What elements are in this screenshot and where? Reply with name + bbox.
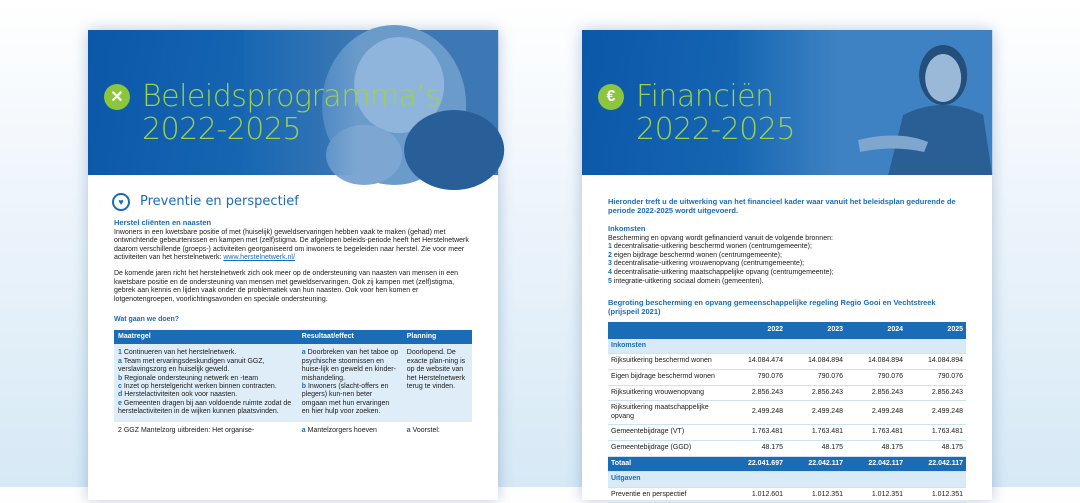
title-line-1: Beleidsprogramma’s [142,79,441,114]
item-text: Gemeenten dragen bij aan voldoende ruimte zodat de herstelactiviteiten in de wijken kunnen plaatsvinden. [118,399,292,416]
item-marker: 4 [608,268,612,276]
page-financien [582,30,992,500]
section-row [608,472,966,488]
item-text: Inwoners (slacht-offers en plegers) kun-nen beter omgaan met hun ervaringen en hier hulp voor zoeken. [301,382,390,416]
cell-value: 790.076 [906,369,966,385]
row-label: Gemeentebijdrage (GGD) [608,440,726,456]
item-marker: 2 [608,251,612,259]
list-item [608,278,966,287]
cell-value: 14.084.894 [906,354,966,370]
header-maatregel: Maatregel [114,330,298,344]
item-text: Doorbreken van het taboe op psychische stoornissen en huise-lijk en geweld en kinder-mishandeling. [301,349,399,382]
measures-table [114,330,472,440]
cell-value: 2.856.243 [846,385,906,401]
table-row [608,487,966,503]
item-marker: a [406,426,411,434]
item-marker: b [301,382,307,390]
page-title [636,80,795,146]
row-label: Preventie en perspectief [608,487,726,503]
income-intro: Bescherming en opvang wordt gefinancierd vanuit de volgende bronnen: [608,234,833,242]
cell-value: 2.499.248 [846,401,906,425]
title-line-2: 2022-2025 [142,112,302,147]
item-marker: 5 [608,277,612,285]
intro-paragraph: Hieronder treft u de uitwerking van het financieel kader waar vanuit het beleidsplan gedurende de periode 2022-2025 wordt uitgevoerd. [608,197,956,215]
cell-value: 1.012.601 [726,487,786,503]
cell-maatregel [114,344,298,421]
heart-icon: ♥ [112,193,130,211]
cell-value: 2.856.243 [906,385,966,401]
cell-value: 1.763.481 [726,425,786,441]
item-text: Voorstel: [410,426,440,434]
cell-value: 1.763.481 [786,425,846,441]
cell-value: 1.012.351 [906,487,966,503]
item-text: decentralisatie-uitkering vrouwenopvang (centrumgemeente); [611,260,805,268]
cell-value: 48.175 [726,440,786,456]
table-row [608,369,966,385]
item-text: decentralisatie-uitkering beschermd wonen (centrumgemeente); [611,243,812,251]
table-row [608,440,966,456]
hero-banner [582,30,992,175]
cell-value: 2.856.243 [786,385,846,401]
item-text: Team met ervaringsdeskundigen vanuit GGZ, verslavingszorg en huiselijk geweld. [118,357,265,374]
section-heading [112,193,472,211]
coins-icon: € [598,84,624,110]
cell-planning: Doorlopend. De exacte plan-ning is op de website van het Herstelnetwerk terug te vinden. [403,344,472,421]
item-marker: a [301,426,306,434]
cell-value: 1.012.351 [786,487,846,503]
cell-value: 22.041.697 [726,456,786,472]
section-row [608,339,966,354]
cell-planning [403,422,472,440]
list-item [608,260,966,269]
header-year: 2025 [906,322,966,339]
list-item [608,252,966,261]
total-row [608,456,966,472]
cell-value: 1.012.351 [846,487,906,503]
row-label: Eigen bijdrage beschermd wonen [608,369,726,385]
table-row [114,344,472,421]
cell-value: 790.076 [786,369,846,385]
cell-value: 48.175 [906,440,966,456]
row-label: Rijksuitkering maatschappelijke opvang [608,401,726,425]
table-row [608,354,966,370]
cell-resultaat [298,422,403,440]
page-beleidsprogrammas [88,30,498,500]
item-text: Inzet op herstelgericht werken binnen contracten. [121,382,277,390]
paragraph-text: Inwoners in een kwetsbare positie of met (huiselijk) geweldservaringen hebben vaak te maken (gehad) met ontwrichtende gebeurtenissen en kampen met (zelf)stigma. De afgelopen beleids-periode heeft het Herstelnetwerk daarom verschillende (groeps-) activiteiten georganiseerd om inwoners te begeleiden naar herstel. Zie voor meer activiteiten van het herstelnetwerk: [114,228,469,262]
cell-value: 48.175 [846,440,906,456]
tools-icon: ✕ [104,84,130,110]
section-label: Inkomsten [608,339,966,354]
item-marker: d [118,391,123,399]
item-text: integratie-uitkering sociaal domein (gemeenten). [611,277,764,285]
table-row [114,422,472,440]
subheading: Herstel cliënten en naasten [114,218,212,227]
cell-value: 790.076 [726,369,786,385]
list-item [608,269,966,278]
cell-resultaat [298,344,403,421]
item-text: eigen bijdrage beschermd wonen (centrumgemeente); [611,251,782,259]
item-marker: a [118,357,122,365]
cell-value: 14.084.474 [726,354,786,370]
row-label: Rijksuitkering beschermd wonen [608,354,726,370]
paragraph [114,229,472,263]
item-marker: 1 [118,349,122,357]
item-text: decentralisatie-uitkering maatschappelijke opvang (centrumgemeente); [611,268,834,276]
subheading: Inkomsten [608,224,646,233]
table-row [608,401,966,425]
row-label: Rijksuitkering vrouwenopvang [608,385,726,401]
cell-value: 14.084.894 [846,354,906,370]
table-title: Wat gaan we doen? [114,316,180,324]
title-line-2: 2022-2025 [636,112,796,147]
item-text: Regionale ondersteuning netwerk en -team [122,374,259,382]
hero-banner [88,30,498,175]
row-label: Gemeentebijdrage (VT) [608,425,726,441]
cell-value: 2.499.248 [786,401,846,425]
paragraph: De komende jaren richt het herstelnetwerk zich ook meer op de ondersteuning van naasten van mensen in een kwetsbare positie en de ondersteuning van mensen met geweldservaringen. Ook zij kampen met (zelf)stigma, gebrek aan kennis en lijden vaak onder de problematiek van hun naasten. Ook voor hen komen er lotgenotengroepen, voorlichtingsavonden en speciale ondersteuning. [114,269,458,303]
title-line-1: Financiën [636,79,774,114]
item-text: Mantelzorgers hoeven [305,426,377,434]
item-marker: b [118,374,123,382]
table-row [608,385,966,401]
page-title [142,80,441,146]
header-year: 2023 [786,322,846,339]
item-marker: a [301,349,306,357]
budget-table [608,322,966,503]
cell-value: 22.042.117 [846,456,906,472]
item-text: Herstelactiviteiten ook voor naasten. [122,391,238,399]
row-label: Totaal [608,456,726,472]
header-planning: Planning [403,330,472,344]
cell-value: 48.175 [786,440,846,456]
item-marker: c [118,382,122,390]
section-title: Preventie en perspectief [140,193,299,209]
cell-value: 22.042.117 [786,456,846,472]
list-item [608,243,966,252]
cell-value: 2.856.243 [726,385,786,401]
header-year: 2022 [726,322,786,339]
section-label: Uitgaven [608,472,966,488]
item-marker: e [118,399,122,407]
herstelnetwerk-link[interactable]: www.herstelnetwerk.nl/ [223,254,295,262]
header-empty [608,322,726,339]
cell-value: 1.763.481 [906,425,966,441]
item-marker: 1 [608,243,612,251]
cell-value: 14.084.894 [786,354,846,370]
header-resultaat: Resultaat/effect [298,330,403,344]
cell-value: 1.763.481 [846,425,906,441]
cell-value: 2.499.248 [726,401,786,425]
item-marker: 3 [608,260,612,268]
cell-maatregel: 2 GGZ Mantelzorg uitbreiden: Het organise- [114,422,298,440]
table-header-row [114,330,472,344]
cell-value: 22.042.117 [906,456,966,472]
item-text: Continueren van het herstelnetwerk. [121,349,237,357]
cell-value: 2.499.248 [906,401,966,425]
table-row [608,425,966,441]
table-title: Begroting bescherming en opvang gemeenschappelijke regeling Regio Gooi en Vechtstreek (prijspeil 2021) [608,298,936,317]
cell-value: 790.076 [846,369,906,385]
table-header-row [608,322,966,339]
header-year: 2024 [846,322,906,339]
income-block [608,235,966,287]
